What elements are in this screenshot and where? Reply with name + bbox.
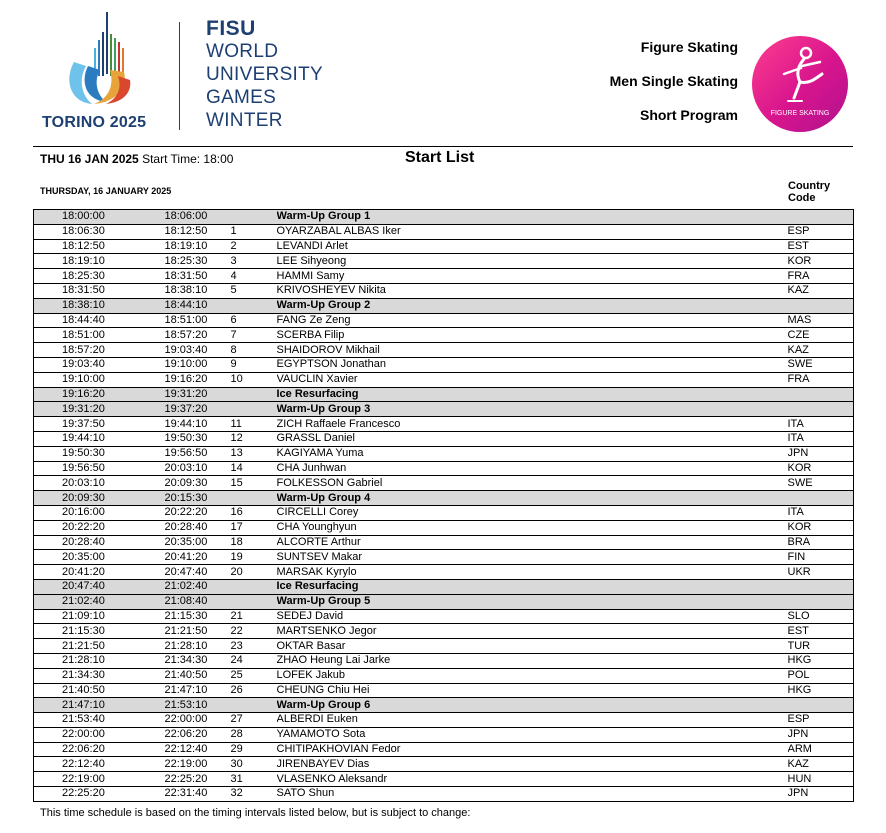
end-time-cell: 20:28:40 [165,520,231,535]
end-time-cell: 18:38:10 [165,283,231,298]
start-number-cell: 29 [231,742,277,757]
end-time-cell: 19:44:10 [165,417,231,432]
country-code-cell: UKR [788,565,854,580]
end-time-cell: 22:31:40 [165,787,231,802]
figure-skater-icon [774,46,826,108]
end-time-cell: 19:56:50 [165,446,231,461]
start-time-cell: 21:02:40 [34,594,165,609]
start-number-cell: 2 [231,239,277,254]
table-row-section [34,594,854,609]
end-time-cell: 21:02:40 [165,579,231,594]
fisu-title: FISU [206,17,256,40]
end-time-cell: 18:06:00 [165,210,231,225]
skater-name-cell: LEVANDI Arlet [277,239,788,254]
start-time-cell: 19:56:50 [34,461,165,476]
table-row [34,565,854,580]
fisu-logo [206,18,323,132]
torino-2025-text: TORINO 2025 [42,114,147,131]
end-time-cell: 21:08:40 [165,594,231,609]
country-code-cell: FIN [788,550,854,565]
skater-name-cell: MARTSENKO Jegor [277,624,788,639]
table-row [34,727,854,742]
table-row [34,461,854,476]
country-code-cell: ITA [788,431,854,446]
country-code-cell: SLO [788,609,854,624]
torino-flame-icon [58,10,138,110]
table-row-section [34,210,854,225]
skater-name-cell: Warm-Up Group 2 [277,298,788,313]
start-number-cell [231,210,277,225]
country-code-cell [788,579,854,594]
date-line [40,152,233,166]
start-time-cell: 20:28:40 [34,535,165,550]
start-number-cell [231,594,277,609]
start-time-cell: 21:53:40 [34,713,165,728]
skater-name-cell: Ice Resurfacing [277,387,788,402]
event-segment: Short Program [639,107,738,123]
start-time-cell: 18:51:00 [34,328,165,343]
start-time-cell: 21:09:10 [34,609,165,624]
start-time-cell: 21:28:10 [34,653,165,668]
table-row [34,787,854,802]
skater-name-cell: SCERBA Filip [277,328,788,343]
start-number-cell: 11 [231,417,277,432]
skater-name-cell: FOLKESSON Gabriel [277,476,788,491]
end-time-cell: 18:12:50 [165,224,231,239]
end-time-cell: 21:21:50 [165,624,231,639]
sport-badge-label: FIGURE SKATING [770,110,830,117]
skater-name-cell: LOFEK Jakub [277,668,788,683]
country-code-cell: ESP [788,713,854,728]
start-number-cell [231,579,277,594]
skater-name-cell: YAMAMOTO Sota [277,727,788,742]
skater-name-cell: VLASENKO Aleksandr [277,772,788,787]
start-number-cell: 8 [231,343,277,358]
start-time-cell: 18:12:50 [34,239,165,254]
table-row [34,772,854,787]
torino-2025-logo [40,10,160,135]
start-number-cell [231,402,277,417]
start-time-cell: 20:03:10 [34,476,165,491]
end-time-cell: 18:19:10 [165,239,231,254]
country-code-cell [788,491,854,506]
table-row-section [34,698,854,713]
skater-name-cell: FANG Ze Zeng [277,313,788,328]
skater-name-cell: Warm-Up Group 5 [277,594,788,609]
country-code-cell: TUR [788,639,854,654]
start-number-cell: 20 [231,565,277,580]
country-code-cell: KAZ [788,283,854,298]
fisu-line-2: UNIVERSITY [206,64,324,85]
end-time-cell: 18:31:50 [165,269,231,284]
skater-name-cell: CHITIPAKHOVIAN Fedor [277,742,788,757]
start-time-cell: 20:35:00 [34,550,165,565]
event-discipline: Men Single Skating [609,73,738,89]
skater-name-cell: Warm-Up Group 4 [277,491,788,506]
country-code-cell: BRA [788,535,854,550]
end-time-cell: 21:15:30 [165,609,231,624]
table-row-section [34,579,854,594]
start-number-cell: 21 [231,609,277,624]
end-time-cell: 21:47:10 [165,683,231,698]
start-time-cell: 18:38:10 [34,298,165,313]
skater-name-cell: CIRCELLI Corey [277,505,788,520]
end-time-cell: 21:34:30 [165,653,231,668]
end-time-cell: 20:22:20 [165,505,231,520]
country-code-cell: HKG [788,653,854,668]
skater-name-cell: OKTAR Basar [277,639,788,654]
start-number-cell: 15 [231,476,277,491]
skater-name-cell: Warm-Up Group 1 [277,210,788,225]
skater-name-cell: VAUCLIN Xavier [277,372,788,387]
end-time-cell: 19:50:30 [165,431,231,446]
start-number-cell: 18 [231,535,277,550]
start-list-table [33,209,854,802]
start-number-cell: 25 [231,668,277,683]
skater-name-cell: KRIVOSHEYEV Nikita [277,283,788,298]
skater-name-cell: CHA Younghyun [277,520,788,535]
table-row [34,520,854,535]
table-row [34,254,854,269]
start-time-cell: 18:19:10 [34,254,165,269]
table-row [34,224,854,239]
skater-name-cell: SATO Shun [277,787,788,802]
table-row [34,505,854,520]
table-row [34,757,854,772]
skater-name-cell: Warm-Up Group 6 [277,698,788,713]
start-time-cell: 18:00:00 [34,210,165,225]
end-time-cell: 20:35:00 [165,535,231,550]
end-time-cell: 22:19:00 [165,757,231,772]
country-code-cell [788,387,854,402]
table-row [34,446,854,461]
skater-name-cell: ZHAO Heung Lai Jarke [277,653,788,668]
start-time-cell: 19:44:10 [34,431,165,446]
end-time-cell: 20:15:30 [165,491,231,506]
end-time-cell: 21:28:10 [165,639,231,654]
table-row [34,609,854,624]
start-number-cell: 22 [231,624,277,639]
start-time-cell: 19:10:00 [34,372,165,387]
skater-name-cell: OYARZABAL ALBAS Iker [277,224,788,239]
country-code-cell: FRA [788,372,854,387]
skater-name-cell: SHAIDOROV Mikhail [277,343,788,358]
start-time: Start Time: 18:00 [142,152,234,166]
table-row [34,639,854,654]
country-code-cell: JPN [788,787,854,802]
country-code-cell: ITA [788,417,854,432]
country-code-cell: KOR [788,520,854,535]
country-code-cell [788,594,854,609]
start-time-cell: 22:25:20 [34,787,165,802]
country-code-cell: CZE [788,328,854,343]
start-time-cell: 19:31:20 [34,402,165,417]
table-row [34,283,854,298]
country-code-cell [788,298,854,313]
country-code-cell [788,402,854,417]
start-number-cell: 1 [231,224,277,239]
table-row-section [34,402,854,417]
end-time-cell: 18:25:30 [165,254,231,269]
end-time-cell: 21:53:10 [165,698,231,713]
start-number-cell: 14 [231,461,277,476]
country-code-cell: POL [788,668,854,683]
start-time-cell: 18:25:30 [34,269,165,284]
table-row [34,683,854,698]
figure-skating-badge [752,36,848,132]
end-time-cell: 18:57:20 [165,328,231,343]
table-row [34,372,854,387]
start-time-cell: 21:15:30 [34,624,165,639]
skater-name-cell: EGYPTSON Jonathan [277,357,788,372]
start-time-cell: 21:40:50 [34,683,165,698]
table-row [34,550,854,565]
skater-name-cell: ALCORTE Arthur [277,535,788,550]
end-time-cell: 20:09:30 [165,476,231,491]
end-time-cell: 20:47:40 [165,565,231,580]
start-number-cell: 5 [231,283,277,298]
start-number-cell [231,491,277,506]
country-code-cell: MAS [788,313,854,328]
start-time-cell: 22:00:00 [34,727,165,742]
start-time-cell: 20:41:20 [34,565,165,580]
start-number-cell: 12 [231,431,277,446]
start-number-cell: 6 [231,313,277,328]
start-time-cell: 22:06:20 [34,742,165,757]
end-time-cell: 20:41:20 [165,550,231,565]
start-time-cell: 21:34:30 [34,668,165,683]
skater-name-cell: MARSAK Kyrylo [277,565,788,580]
country-header-line-2: Code [788,192,816,204]
country-code-cell: KAZ [788,343,854,358]
start-number-cell: 3 [231,254,277,269]
skater-name-cell: ALBERDI Euken [277,713,788,728]
header-divider [33,146,853,147]
end-time-cell: 21:40:50 [165,668,231,683]
start-number-cell: 9 [231,357,277,372]
start-number-cell [231,698,277,713]
day-label: THURSDAY, 16 JANUARY 2025 [40,186,172,196]
country-code-cell: SWE [788,476,854,491]
start-number-cell: 31 [231,772,277,787]
start-number-cell: 28 [231,727,277,742]
skater-name-cell: CHA Junhwan [277,461,788,476]
table-row [34,357,854,372]
start-number-cell: 24 [231,653,277,668]
end-time-cell: 20:03:10 [165,461,231,476]
date-text: THU 16 JAN 2025 [40,152,139,166]
start-time-cell: 19:37:50 [34,417,165,432]
fisu-line-3: GAMES [206,87,277,108]
skater-name-cell: JIRENBAYEV Dias [277,757,788,772]
end-time-cell: 22:25:20 [165,772,231,787]
start-time-cell: 21:21:50 [34,639,165,654]
table-row-section [34,387,854,402]
end-time-cell: 22:12:40 [165,742,231,757]
country-code-cell: EST [788,239,854,254]
fisu-line-1: WORLD [206,41,279,62]
table-row [34,328,854,343]
end-time-cell: 19:10:00 [165,357,231,372]
table-row [34,535,854,550]
start-time-cell: 18:57:20 [34,343,165,358]
start-time-cell: 18:06:30 [34,224,165,239]
start-time-cell: 19:16:20 [34,387,165,402]
skater-name-cell: Warm-Up Group 3 [277,402,788,417]
start-time-cell: 19:03:40 [34,357,165,372]
start-time-cell: 20:09:30 [34,491,165,506]
country-code-cell: KAZ [788,757,854,772]
table-row [34,742,854,757]
skater-name-cell: SEDEJ David [277,609,788,624]
start-number-cell: 13 [231,446,277,461]
start-number-cell: 10 [231,372,277,387]
country-header-line-1: Country [788,180,831,192]
start-time-cell: 18:31:50 [34,283,165,298]
table-row-section [34,491,854,506]
table-row [34,269,854,284]
skater-name-cell: ZICH Raffaele Francesco [277,417,788,432]
table-row-section [34,298,854,313]
country-code-cell: HUN [788,772,854,787]
skater-name-cell: LEE Sihyeong [277,254,788,269]
table-row [34,476,854,491]
end-time-cell: 19:03:40 [165,343,231,358]
start-number-cell [231,298,277,313]
event-info [610,30,738,132]
country-code-cell: ITA [788,505,854,520]
fisu-line-4: WINTER [206,110,283,131]
start-number-cell: 16 [231,505,277,520]
table-row [34,431,854,446]
table-row [34,624,854,639]
table-row [34,668,854,683]
start-number-cell [231,387,277,402]
event-sport: Figure Skating [640,39,738,55]
skater-name-cell: KAGIYAMA Yuma [277,446,788,461]
country-code-cell: HKG [788,683,854,698]
start-number-cell: 27 [231,713,277,728]
start-time-cell: 22:19:00 [34,772,165,787]
table-row [34,343,854,358]
start-number-cell: 4 [231,269,277,284]
end-time-cell: 19:37:20 [165,402,231,417]
start-time-cell: 21:47:10 [34,698,165,713]
table-row [34,313,854,328]
end-time-cell: 19:31:20 [165,387,231,402]
skater-name-cell: HAMMI Samy [277,269,788,284]
skater-name-cell: CHEUNG Chiu Hei [277,683,788,698]
table-row [34,713,854,728]
logo-divider [179,22,180,130]
start-time-cell: 22:12:40 [34,757,165,772]
skater-name-cell: GRASSL Daniel [277,431,788,446]
country-code-cell: SWE [788,357,854,372]
country-code-header [788,180,830,204]
start-number-cell: 23 [231,639,277,654]
start-time-cell: 20:22:20 [34,520,165,535]
start-number-cell: 30 [231,757,277,772]
start-time-cell: 20:47:40 [34,579,165,594]
table-row [34,239,854,254]
country-code-cell: JPN [788,446,854,461]
country-code-cell [788,210,854,225]
page-title: Start List [405,149,475,166]
skater-name-cell: SUNTSEV Makar [277,550,788,565]
country-code-cell: JPN [788,727,854,742]
start-number-cell: 19 [231,550,277,565]
start-number-cell: 17 [231,520,277,535]
footer-note: This time schedule is based on the timing intervals listed below, but is subject to change: [40,807,471,819]
table-row [34,653,854,668]
country-code-cell [788,698,854,713]
country-code-cell: KOR [788,461,854,476]
start-number-cell: 32 [231,787,277,802]
end-time-cell: 18:51:00 [165,313,231,328]
country-code-cell: ESP [788,224,854,239]
table-row [34,417,854,432]
start-time-cell: 19:50:30 [34,446,165,461]
end-time-cell: 19:16:20 [165,372,231,387]
start-number-cell: 26 [231,683,277,698]
country-code-cell: FRA [788,269,854,284]
start-number-cell: 7 [231,328,277,343]
country-code-cell: ARM [788,742,854,757]
start-time-cell: 18:44:40 [34,313,165,328]
end-time-cell: 22:00:00 [165,713,231,728]
end-time-cell: 22:06:20 [165,727,231,742]
country-code-cell: EST [788,624,854,639]
country-code-cell: KOR [788,254,854,269]
skater-name-cell: Ice Resurfacing [277,579,788,594]
start-time-cell: 20:16:00 [34,505,165,520]
end-time-cell: 18:44:10 [165,298,231,313]
